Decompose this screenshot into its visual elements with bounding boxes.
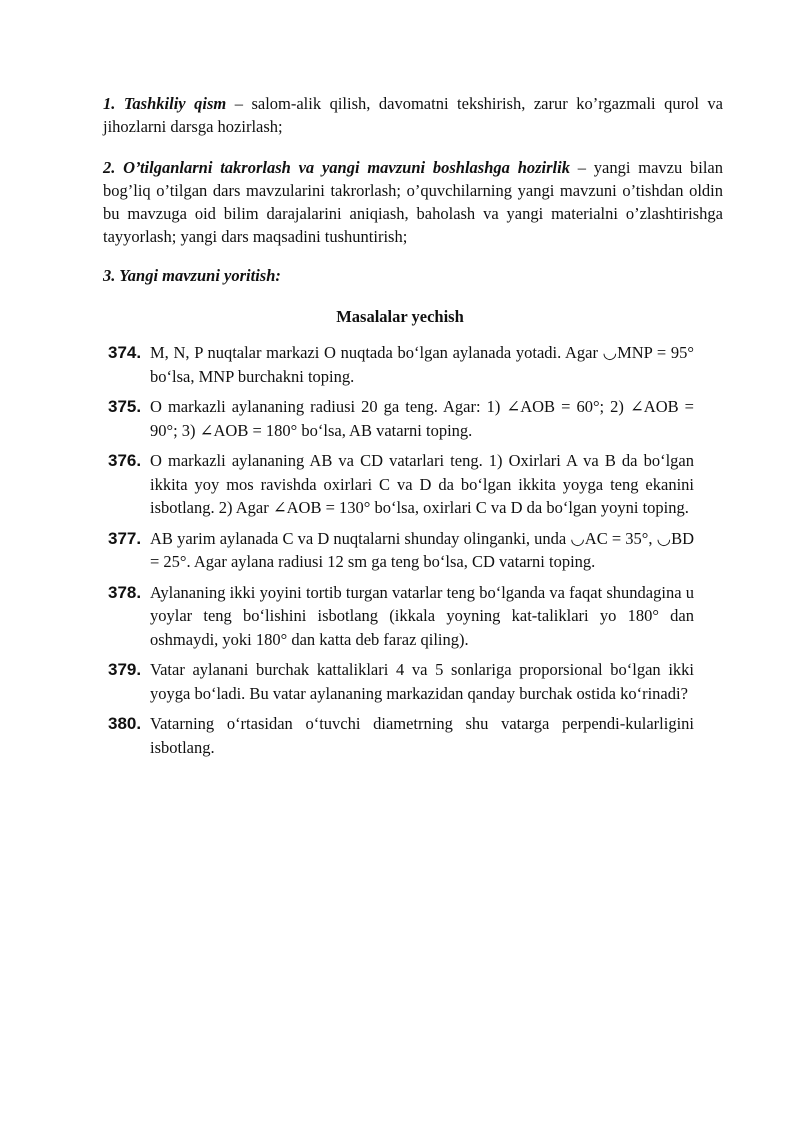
- section-organizational: [103, 92, 723, 138]
- problem-number: 379.: [108, 660, 142, 679]
- problem-number: 377.: [108, 528, 142, 548]
- problem-number: 375.: [108, 397, 142, 416]
- problem-text: M, N, P nuqtalar markazi O nuqtada bo‘lgan aylanada yotadi. Agar ◡MNP = 95° bo‘lsa, MNP burchakni toping.: [150, 343, 694, 386]
- problem-item: [108, 527, 694, 574]
- problem-text: AB yarim aylanada C va D nuqtalarni shunday olinganki, unda ◡AC = 35°, ◡BD = 25°. Agar aylana radiusi 12 sm ga teng bo‘lsa, CD vatarni toping.: [150, 528, 694, 571]
- problem-number: 374.: [108, 343, 142, 362]
- page-title: Masalalar yechish: [336, 307, 464, 326]
- section-heading: 1. Tashkiliy qism: [103, 94, 227, 113]
- problem-list: [108, 341, 694, 766]
- section-text: – yangi mavzu bilan bog’liq o’tilgan dars mavzularini takrorlash; o’quvchilarning yangi mavzuni o’tishdan oldin bu mavzuga oid bilim darajalarini aniqiash, baholash va yangi materialni o’zlashtirishga tayyorlash; yangi dars maqsadini tushuntirish;: [103, 158, 723, 246]
- section-text: – salom-alik qilish, davomatni tekshirish, zarur ko’rgazmali qurol va jihozlarni darsga hozirlash;: [103, 94, 724, 136]
- section-new-topic: [103, 264, 723, 287]
- problem-text: O markazli aylananing radiusi 20 ga teng. Agar: 1) ∠AOB = 60°; 2) ∠AOB = 90°; 3) ∠AOB = 180° bo‘lsa, AB vatarni toping.: [150, 397, 694, 440]
- problem-item: [108, 712, 694, 759]
- problem-item: [108, 581, 694, 652]
- section-heading: 2. O’tilganlarni takrorlash va yangi mavzuni boshlashga hozirlik: [103, 158, 570, 177]
- section-review: [103, 156, 723, 248]
- problem-item: [108, 658, 694, 705]
- problem-item: [108, 395, 694, 442]
- problem-text: O markazli aylananing AB va CD vatarlari teng. 1) Oxirlari A va B da bo‘lgan ikkita yoy mos ravishda oxirlari C va D da bo‘lgan ikkita yoyga teng ekanini isbotlang. 2) Agar ∠AOB = 130° bo‘lsa, oxirlari C va D da bo‘lgan yoyni toping.: [150, 451, 694, 517]
- problem-number: 378.: [108, 582, 142, 602]
- problem-item: [108, 449, 694, 520]
- problem-text: Aylananing ikki yoyini tortib turgan vatarlar teng bo‘lganda va faqat shundagina u yoylar teng bo‘lishini isbotlang (ikkala yoyning kat-taliklari yo 180° dan oshmaydi, yoki 180° dan katta deb faraz qiling).: [150, 582, 694, 649]
- problem-text: Vatarning o‘rtasidan o‘tuvchi diametrning shu vatarga perpendi-kularligini isbotlang.: [150, 714, 694, 757]
- section-heading: 3. Yangi mavzuni yoritish:: [103, 266, 281, 285]
- problem-number: 380.: [108, 714, 142, 733]
- problem-item: [108, 341, 694, 388]
- problem-number: 376.: [108, 451, 142, 470]
- problem-text: Vatar aylanani burchak kattaliklari 4 va 5 sonlariga proporsional bo‘lgan ikki yoyga bo‘ladi. Bu vatar aylananing markazidan qanday burchak ostida ko‘rinadi?: [150, 660, 694, 703]
